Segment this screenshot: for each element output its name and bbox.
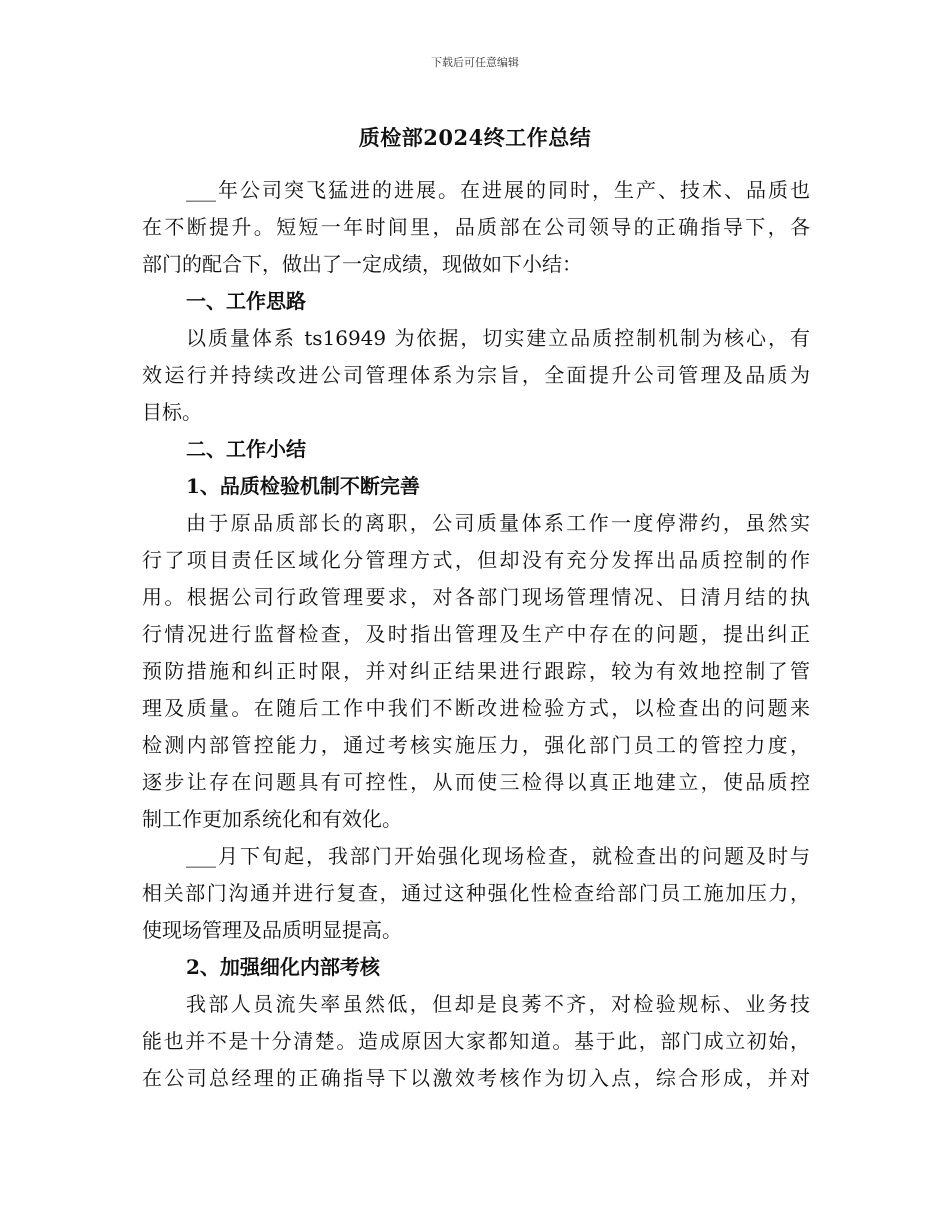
sub1-para1-line-8: 逐步让存在问题具有可控性，从而使三检得以真正地建立，使品质控 [142, 770, 810, 794]
sub1-para1-line-9: 制工作更加系统化和有效化。 [142, 807, 402, 831]
sub1-para2-line-3: 使现场管理及品质明显提高。 [142, 918, 402, 942]
sub2-para1-line-2: 能也并不是十分清楚。造成原因大家都知道。基于此，部门成立初始， [142, 1029, 810, 1053]
sub2-para1-line-3: 在公司总经理的正确指导下以激效考核作为切入点，综合形成，并对 [142, 1066, 810, 1090]
sub1-para1-line-4: 行情况进行监督检查，及时指出管理及生产中存在的问题，提出纠正 [142, 622, 810, 646]
sub1-para2-line-1: ___月下旬起，我部门开始强化现场检查，就检查出的问题及时与 [186, 844, 810, 868]
intro-line-2: 在不断提升。短短一年时间里，品质部在公司领导的正确指导下，各 [142, 215, 810, 239]
header-note: 下载后可任意编辑 [431, 56, 519, 69]
sub1-para1-line-3: 用。根据公司行政管理要求，对各部门现场管理情况、日清月结的执 [142, 585, 810, 609]
subsection-heading-1: 1、品质检验机制不断完善 [186, 474, 420, 498]
sub2-para1-line-1: 我部人员流失率虽然低，但却是良莠不齐，对检验规标、业务技 [186, 992, 810, 1016]
document-title: 质检部2024终工作总结 [358, 125, 592, 150]
subsection-heading-2: 2、加强细化内部考核 [186, 955, 380, 979]
section1-line-3: 目标。 [142, 400, 202, 424]
section-heading-work-idea: 一、工作思路 [186, 289, 306, 313]
sub1-para1-line-7: 检测内部管控能力，通过考核实施压力，强化部门员工的管控力度， [142, 733, 810, 757]
section1-line-2: 效运行并持续改进公司管理体系为宗旨，全面提升公司管理及品质为 [142, 363, 810, 387]
sub1-para1-line-5: 预防措施和纠正时限，并对纠正结果进行跟踪，较为有效地控制了管 [142, 659, 810, 683]
sub1-para1-line-6: 理及质量。在随后工作中我们不断改进检验方式，以检查出的问题来 [142, 696, 810, 720]
section-heading-work-summary: 二、工作小结 [186, 437, 306, 461]
intro-line-1: ___年公司突飞猛进的进展。在进展的同时，生产、技术、品质也 [186, 178, 810, 202]
sub1-para2-line-2: 相关部门沟通并进行复查，通过这种强化性检查给部门员工施加压力， [142, 881, 810, 905]
sub1-para1-line-1: 由于原品质部长的离职，公司质量体系工作一度停滞约，虽然实 [186, 511, 810, 535]
intro-line-3: 部门的配合下，做出了一定成绩，现做如下小结： [142, 252, 582, 276]
section1-line-1: 以质量体系 ts16949 为依据，切实建立品质控制机制为核心，有 [186, 326, 810, 350]
sub1-para1-line-2: 行了项目责任区域化分管理方式，但却没有充分发挥出品质控制的作 [142, 548, 810, 572]
